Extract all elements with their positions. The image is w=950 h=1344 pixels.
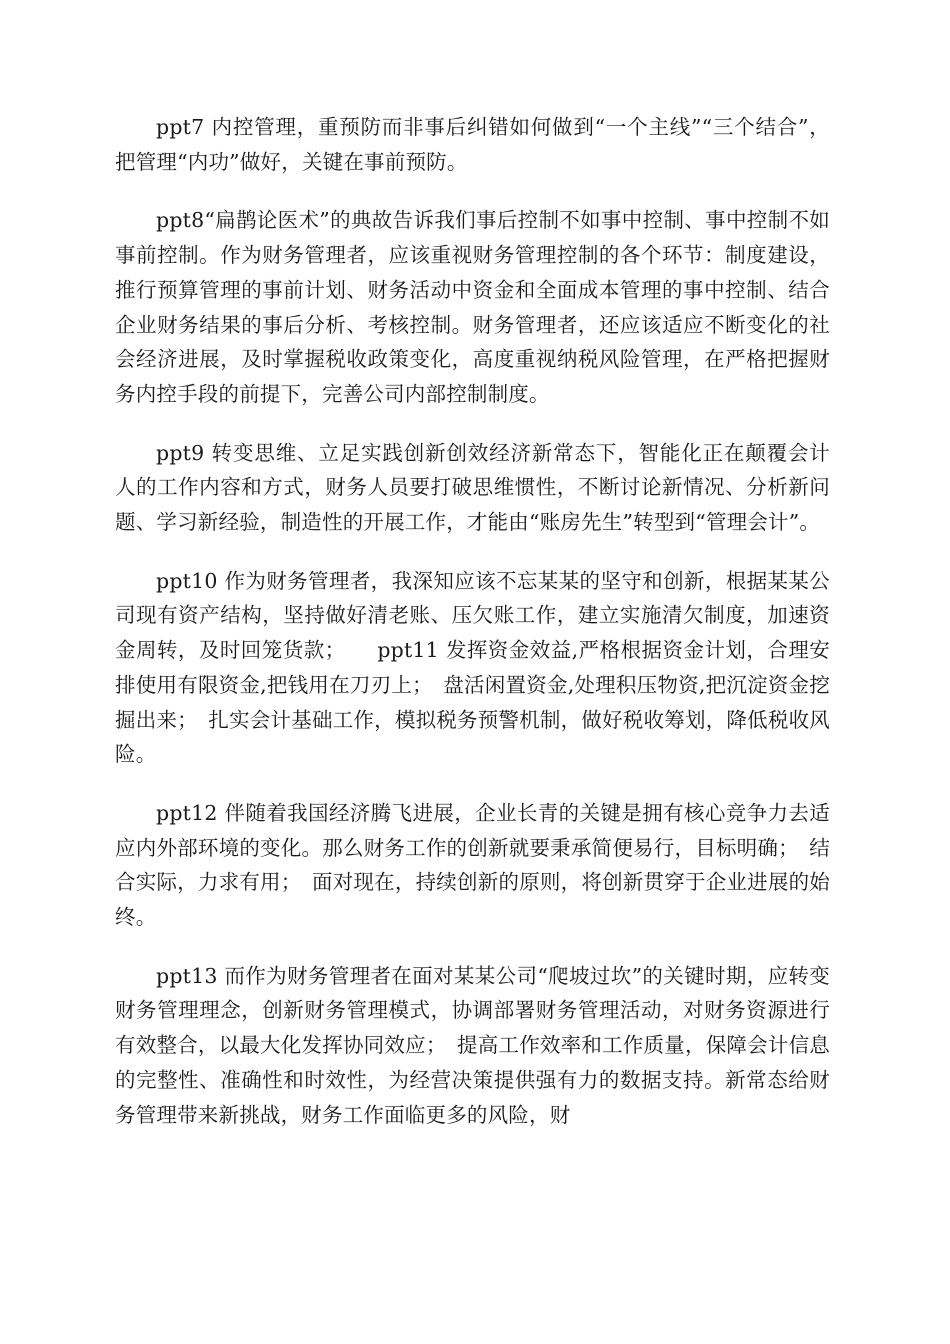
paragraph-ppt13: ppt13 而作为财务管理者在面对某某公司“爬坡过坎”的关键时期，应转变财务管理理念，创新财务管理模式，协调部署财务管理活动，对财务资源进行有效整合，以最大化发挥协同效应； 提高工作效率和工作质量，保障会计信息的完整性、准确性和时效性，为经营决策提供强有力的数据支持。新常态给财务管理带来新挑战，财务工作面临更多的风险，财: [115, 963, 830, 1127]
document-body: [115, 110, 830, 1156]
paragraph-ppt10-11: ppt10 作为财务管理者，我深知应该不忘某某的坚守和创新，根据某某公司现有资产结构，坚持做好清老账、压欠账工作，建立实施清欠制度，加速资金周转，及时回笼货款； ppt11 发挥资金效益,严格根据资金计划，合理安排使用有限资金,把钱用在刀刃上； 盘活闲置资金,处理积压物资,把沉淀资金挖掘出来； 扎实会计基础工作，模拟税务预警机制，做好税收筹划，降低税收风险。: [115, 568, 830, 767]
paragraph-ppt9: ppt9 转变思维、立足实践创新创效经济新常态下，智能化正在颠覆会计人的工作内容和方式，财务人员要打破思维惯性，不断讨论新情况、分析新问题、学习新经验，制造性的开展工作，才能由“账房先生”转型到“管理会计”。: [115, 440, 830, 535]
paragraph-ppt12: ppt12 伴随着我国经济腾飞进展，企业长青的关键是拥有核心竞争力去适应内外部环境的变化。那么财务工作的创新就要秉承简便易行，目标明确； 结合实际，力求有用； 面对现在，持续创新的原则，将创新贯穿于企业进展的始终。: [115, 800, 830, 930]
paragraph-ppt8: ppt8“扁鹊论医术”的典故告诉我们事后控制不如事中控制、事中控制不如事前控制。作为财务管理者，应该重视财务管理控制的各个环节：制度建设，推行预算管理的事前计划、财务活动中资金和全面成本管理的事中控制、结合企业财务结果的事后分析、考核控制。财务管理者，还应该适应不断变化的社会经济进展，及时掌握税收政策变化，高度重视纳税风险管理，在严格把握财务内控手段的前提下，完善公司内部控制制度。: [115, 208, 830, 406]
paragraph-ppt7: ppt7 内控管理，重预防而非事后纠错如何做到“一个主线”“三个结合”，把管理“内功”做好，关键在事前预防。: [115, 115, 830, 174]
